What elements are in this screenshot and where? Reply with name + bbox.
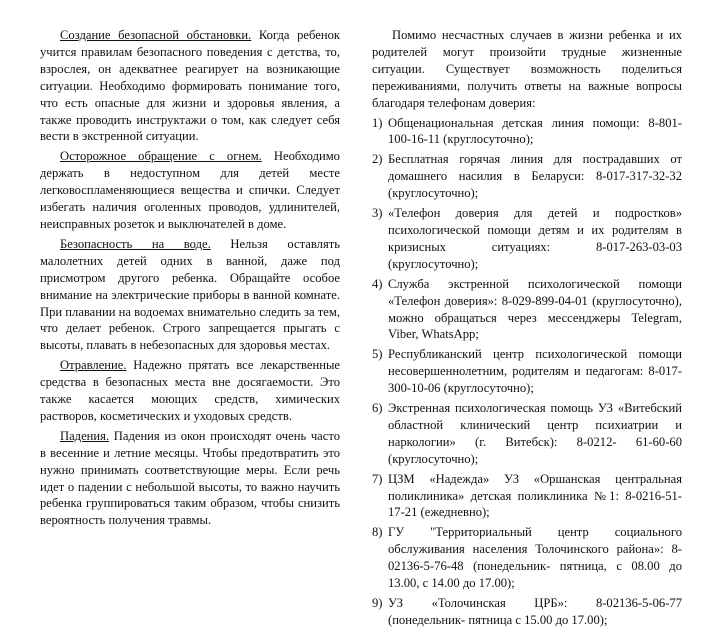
text-poisoning: Надежно прятать все лекарственные средства в безопасных места вне досягаемости. Это также касается моющих средств, химических растворов, косметических и уходовых средств. <box>40 358 340 423</box>
helpline-number: 7) <box>372 471 383 486</box>
helpline-item <box>372 471 682 522</box>
helpline-intro: Помимо несчастных случаев в жизни ребенка и их родителей могут произойти трудные жизненные ситуации. Существует возможность поделиться переживаниями, получить ответы на важные вопросы благодаря телефонам доверия: <box>372 28 682 110</box>
helpline-item <box>372 346 682 397</box>
helpline-item <box>372 400 682 468</box>
heading-poisoning: Отравление. <box>60 358 127 373</box>
left-column <box>40 27 340 532</box>
helpline-list <box>372 115 682 629</box>
helpline-number: 9) <box>372 596 383 610</box>
right-column <box>372 27 682 632</box>
helpline-text: УЗ «Толочинская ЦРБ»: 8-02136-5-06-77 (понедельник- пятница с 15.00 до 17.00); <box>388 596 682 627</box>
helpline-text: Бесплатная горячая линия для пострадавших от домашнего насилия в Беларуси: 8-017-317-32-32 (круглосуточно); <box>388 152 682 201</box>
helpline-number: 1) <box>372 115 383 130</box>
text-falls: Падения из окон происходят очень часто в весенние и летние месяцы. Чтобы предотвратить это нужно принимать соответствующие меры. Если речь идет о падении с небольшой высоты, то важно научить ребенка группироваться таким образом, чтобы снизить вероятность получения травмы. <box>40 428 340 528</box>
paragraph-fire <box>40 148 340 233</box>
helpline-number: 3) <box>372 206 383 221</box>
helpline-text: ГУ "Территориальный центр социального обслуживания населения Толочинского района»: 8-02136-5-76-48 (понедельник- пятница, с 08.00 до 13.00, с 14.00 до 17.00); <box>388 525 682 591</box>
helpline-text: Служба экстренной психологической помощи «Телефон доверия»: 8-029-899-04-01 (круглосуточно), можно обращаться через мессенджеры Telegram, Viber, WhatsApp; <box>388 276 682 342</box>
helpline-item <box>372 205 682 273</box>
helpline-number: 5) <box>372 347 383 362</box>
paragraph-water <box>40 236 340 354</box>
helpline-number: 6) <box>372 401 383 416</box>
helpline-number: 8) <box>372 525 383 540</box>
helpline-text: Республиканский центр психологической помощи несовершеннолетним, родителям и педагогам: 8-017-300-10-06 (круглосуточно); <box>388 347 682 396</box>
heading-fire: Осторожное обращение с огнем. <box>60 149 262 164</box>
text-water: Нельзя оставлять малолетних детей одних в ванной, даже под присмотром другого ребенка. Обращайте особое внимание на электрические приборы в ванной комнате. При плавании на водоемах внимательно следить за тем, что делает ребенок. Строго запрещается прыгать с высоты, плавать в небезопасных для здоровья местах. <box>40 236 340 353</box>
text-fire: Необходимо держать в недоступном для детей месте легковоспламеняющиеся вещества и спички. Следует избегать наличия оголенных проводов, удлинителей, неисправных розеток и выключателей в доме. <box>40 149 340 231</box>
helpline-text: «Телефон доверия для детей и подростков» психологической помощи детям и их родителям в кризисных ситуациях: 8-017-263-03-03 (круглосуточно); <box>388 206 682 271</box>
helpline-item <box>372 151 682 202</box>
paragraph-poisoning <box>40 357 340 425</box>
paragraph-falls <box>40 428 340 529</box>
text-safe-environment: Когда ребенок учится правилам безопасного поведения с детства, то, взрослея, он адекватнее реагирует на возникающие ситуации. Необходимо формировать понимание того, что есть опасные для жизни и здоровья явления, а также проводить инструктажи о том, как следует себя вести в экстренной ситуации. <box>40 28 340 144</box>
helpline-number: 4) <box>372 276 383 291</box>
helpline-text: Экстренная психологическая помощь УЗ «Витебский областной клинический центр психиатрии и наркологии» (г. Витебск): 8-0212- 61-60-60 (круглосуточно); <box>388 401 682 466</box>
heading-safe-environment: Создание безопасной обстановки. <box>60 28 252 42</box>
helpline-text: Общенациональная детская линия помощи: 8-801-100-16-11 (круглосуточно); <box>388 115 682 147</box>
paragraph-safe-environment <box>40 27 340 145</box>
heading-water: Безопасность на воде. <box>60 236 211 251</box>
helpline-text: ЦЗМ «Надежда» УЗ «Оршанская центральная поликлиника» детская поликлиника №1: 8-0216-51-17-21 (ежедневно); <box>388 471 682 520</box>
helpline-item <box>372 276 682 344</box>
heading-falls: Падения. <box>60 428 110 443</box>
helpline-number: 2) <box>372 152 383 167</box>
helpline-item <box>372 115 682 149</box>
helpline-item <box>372 595 682 629</box>
helpline-item <box>372 524 682 592</box>
